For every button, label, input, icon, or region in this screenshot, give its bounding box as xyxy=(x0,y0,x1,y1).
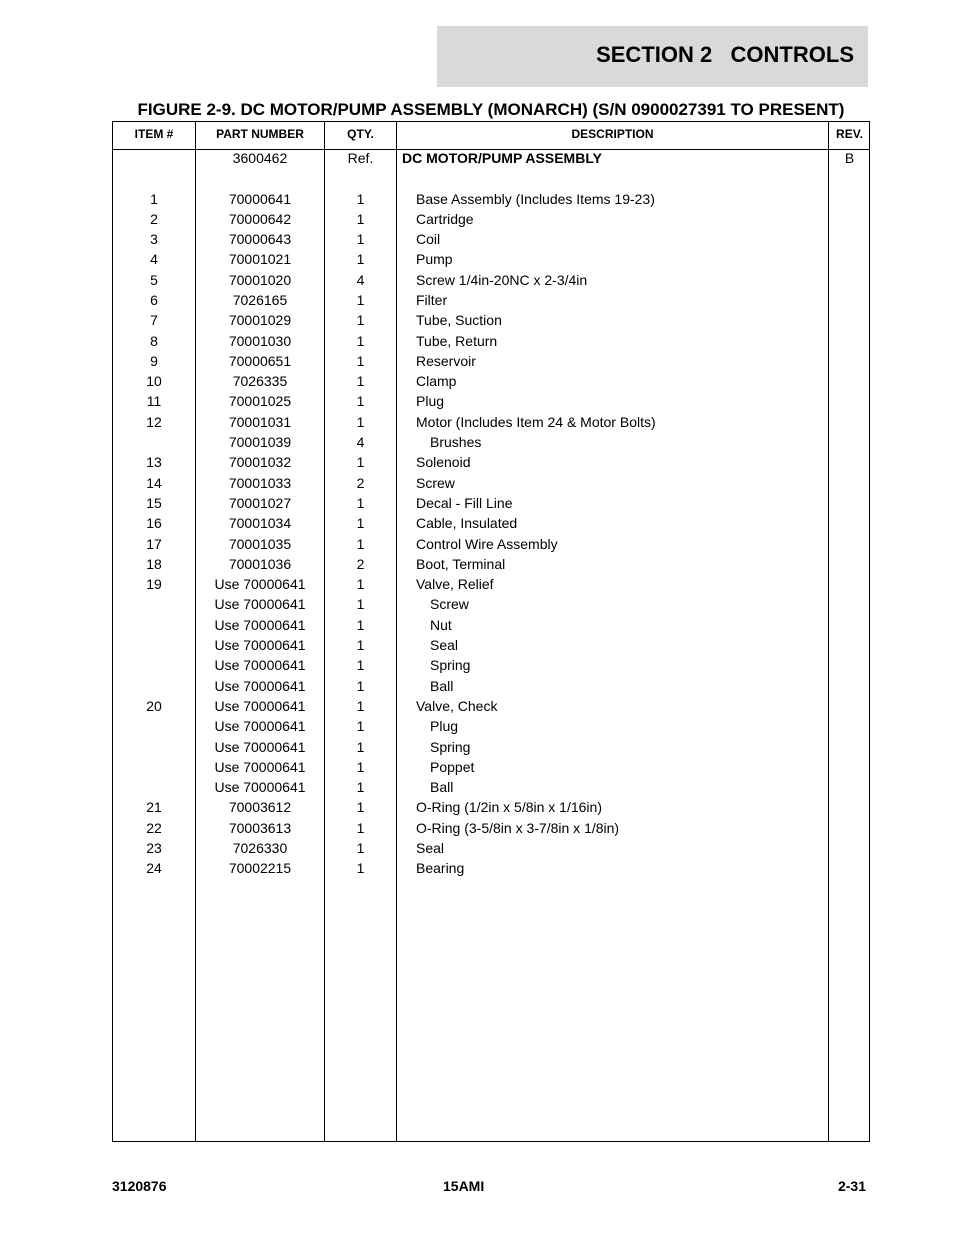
part-number: 70001021 xyxy=(228,251,292,268)
table-body xyxy=(113,150,869,881)
item-number: 19 xyxy=(146,576,162,593)
description: Valve, Check xyxy=(416,697,498,714)
part-number: 7026165 xyxy=(232,291,288,308)
item-number: 6 xyxy=(150,291,158,308)
table-row xyxy=(113,333,869,353)
description: Spring xyxy=(430,738,471,755)
description: Seal xyxy=(416,840,445,856)
quantity: 1 xyxy=(356,860,365,877)
quantity: 1 xyxy=(356,637,365,654)
item-number: 11 xyxy=(146,393,162,410)
item-number: 15 xyxy=(146,494,162,511)
description: Coil xyxy=(416,231,441,248)
part-number: Use 70000641 xyxy=(214,616,306,633)
table-row xyxy=(113,596,869,616)
table-row xyxy=(113,840,869,860)
part-number: 70001020 xyxy=(228,271,292,288)
table-row xyxy=(113,211,869,231)
table-row xyxy=(113,251,869,271)
quantity: 1 xyxy=(356,738,365,755)
part-number: 70001035 xyxy=(228,535,292,552)
item-number: 10 xyxy=(146,373,162,390)
item-number: 21 xyxy=(146,799,162,816)
quantity: 1 xyxy=(356,840,365,856)
description: Ball xyxy=(430,677,454,694)
table-row xyxy=(113,860,869,880)
part-number: Use 70000641 xyxy=(214,718,306,735)
table-row xyxy=(113,231,869,251)
description: Solenoid xyxy=(416,454,471,471)
parts-table xyxy=(112,121,870,1142)
quantity: 1 xyxy=(356,251,365,268)
table-row xyxy=(113,495,869,515)
part-number: 70001036 xyxy=(228,555,292,572)
description: Nut xyxy=(430,616,452,633)
quantity: 1 xyxy=(356,596,365,613)
part-number: Use 70000641 xyxy=(214,738,306,755)
quantity: 1 xyxy=(356,352,365,369)
table-row xyxy=(113,759,869,779)
description: Decal - Fill Line xyxy=(416,494,513,511)
table-row xyxy=(113,414,869,434)
description: Plug xyxy=(416,393,445,410)
description: Clamp xyxy=(416,373,457,390)
item-number: 14 xyxy=(146,474,162,491)
item-number: 2 xyxy=(150,210,158,227)
quantity: Ref. xyxy=(347,150,374,166)
item-number: 17 xyxy=(146,535,162,552)
table-row xyxy=(113,536,869,556)
description: Motor (Includes Item 24 & Motor Bolts) xyxy=(416,413,656,430)
part-number: 7026330 xyxy=(232,840,288,856)
quantity: 1 xyxy=(356,677,365,694)
footer-page-number: 2-31 xyxy=(837,1178,866,1194)
quantity: 1 xyxy=(356,819,365,836)
table-row xyxy=(113,373,869,393)
table-row xyxy=(113,454,869,474)
description: Reservoir xyxy=(416,352,476,369)
table-row xyxy=(113,515,869,535)
table-row xyxy=(113,698,869,718)
quantity: 1 xyxy=(356,373,365,390)
column-header-rev: REV. xyxy=(836,127,863,141)
description: Brushes xyxy=(430,434,482,451)
description: Cable, Insulated xyxy=(416,515,518,532)
table-row xyxy=(113,718,869,738)
part-number: 70001030 xyxy=(228,332,292,349)
item-number: 9 xyxy=(150,352,158,369)
table-row xyxy=(113,617,869,637)
part-number: 70001033 xyxy=(228,474,292,491)
table-row xyxy=(113,434,869,454)
footer-doc-number: 3120876 xyxy=(112,1178,167,1194)
part-number: Use 70000641 xyxy=(214,758,306,775)
quantity: 1 xyxy=(356,413,365,430)
part-number: 70001032 xyxy=(228,454,292,471)
footer-model: 15AMI xyxy=(443,1178,485,1194)
table-row xyxy=(113,272,869,292)
column-header-item: ITEM # xyxy=(134,127,174,141)
quantity: 1 xyxy=(356,454,365,471)
section-title: SECTION 2 CONTROLS xyxy=(596,42,854,67)
description: Tube, Return xyxy=(416,332,498,349)
quantity: 1 xyxy=(356,697,365,714)
table-row xyxy=(113,779,869,799)
description: Screw xyxy=(430,596,469,613)
table-row xyxy=(113,312,869,332)
description: O-Ring (1/2in x 5/8in x 1/16in) xyxy=(416,799,602,816)
item-number: 13 xyxy=(146,454,162,471)
quantity: 4 xyxy=(356,271,365,288)
description: Plug xyxy=(430,718,459,735)
table-row xyxy=(113,353,869,373)
quantity: 1 xyxy=(356,312,365,329)
description: Seal xyxy=(430,637,459,654)
quantity: 1 xyxy=(356,291,365,308)
quantity: 1 xyxy=(356,758,365,775)
part-number: 70000642 xyxy=(228,210,292,227)
quantity: 1 xyxy=(356,210,365,227)
item-number: 1 xyxy=(150,190,158,207)
description: Poppet xyxy=(430,758,475,775)
item-number: 4 xyxy=(150,251,158,268)
part-number: 3600462 xyxy=(232,150,288,166)
item-number: 20 xyxy=(146,697,162,714)
item-number: 16 xyxy=(146,515,162,532)
part-number: 70001034 xyxy=(228,515,292,532)
item-number: 24 xyxy=(146,860,162,877)
quantity: 1 xyxy=(356,799,365,816)
quantity: 4 xyxy=(356,434,365,451)
table-row xyxy=(113,475,869,495)
table-row xyxy=(113,191,869,211)
description: Filter xyxy=(416,291,448,308)
quantity: 1 xyxy=(356,535,365,552)
table-row xyxy=(113,292,869,312)
table-row xyxy=(113,556,869,576)
column-header-qty: QTY. xyxy=(347,127,374,141)
table-row xyxy=(113,739,869,759)
part-number: Use 70000641 xyxy=(214,779,306,796)
part-number: Use 70000641 xyxy=(214,637,306,654)
part-number: Use 70000641 xyxy=(214,697,306,714)
table-row xyxy=(113,576,869,596)
part-number: Use 70000641 xyxy=(214,596,306,613)
part-number: 70000643 xyxy=(228,231,292,248)
item-number: 7 xyxy=(150,312,158,329)
item-number: 23 xyxy=(146,840,162,856)
part-number: 70003612 xyxy=(228,799,292,816)
quantity: 1 xyxy=(356,779,365,796)
part-number: 70003613 xyxy=(228,819,292,836)
item-number: 18 xyxy=(146,555,162,572)
part-number: Use 70000641 xyxy=(214,576,306,593)
quantity: 1 xyxy=(356,332,365,349)
part-number: 70001039 xyxy=(228,434,292,451)
description: Valve, Relief xyxy=(416,576,494,593)
item-number: 8 xyxy=(150,332,158,349)
table-row xyxy=(113,657,869,677)
description: Boot, Terminal xyxy=(416,555,506,572)
table-row xyxy=(113,799,869,819)
description: Cartridge xyxy=(416,210,474,227)
quantity: 1 xyxy=(356,576,365,593)
description: Pump xyxy=(416,251,453,268)
column-header-description: DESCRIPTION xyxy=(571,127,654,141)
table-row xyxy=(113,393,869,413)
table-row xyxy=(113,678,869,698)
description: Bearing xyxy=(416,860,465,877)
quantity: 1 xyxy=(356,190,365,207)
table-row xyxy=(113,820,869,840)
description: Tube, Suction xyxy=(416,312,502,329)
item-number: 22 xyxy=(146,819,162,836)
item-number: 3 xyxy=(150,231,158,248)
part-number: 70001031 xyxy=(228,413,292,430)
quantity: 1 xyxy=(356,718,365,735)
description: O-Ring (3-5/8in x 3-7/8in x 1/8in) xyxy=(416,819,620,836)
description: Control Wire Assembly xyxy=(416,535,558,552)
quantity: 1 xyxy=(356,616,365,633)
quantity: 2 xyxy=(356,555,365,572)
part-number: 70000651 xyxy=(228,352,292,369)
description: Screw xyxy=(416,474,455,491)
quantity: 1 xyxy=(356,657,365,674)
revision: B xyxy=(844,150,855,166)
column-header-part-number: PART NUMBER xyxy=(216,127,304,141)
quantity: 2 xyxy=(356,474,365,491)
table-row-assembly xyxy=(113,150,869,191)
table-row xyxy=(113,637,869,657)
part-number: 70001029 xyxy=(228,312,292,329)
part-number: 70000641 xyxy=(228,190,292,207)
part-number: 70002215 xyxy=(228,860,292,877)
description: Screw 1/4in-20NC x 2-3/4in xyxy=(416,271,588,288)
quantity: 1 xyxy=(356,393,365,410)
part-number: Use 70000641 xyxy=(214,677,306,694)
quantity: 1 xyxy=(356,231,365,248)
description: Ball xyxy=(430,779,454,796)
quantity: 1 xyxy=(356,494,365,511)
description: Spring xyxy=(430,657,471,674)
item-number: 12 xyxy=(146,413,162,430)
part-number: Use 70000641 xyxy=(214,657,306,674)
part-number: 7026335 xyxy=(232,373,288,390)
section-header-box xyxy=(437,26,868,87)
figure-title: FIGURE 2-9. DC MOTOR/PUMP ASSEMBLY (MONARCH) (S/N 0900027391 TO PRESENT) xyxy=(137,100,845,119)
description: DC MOTOR/PUMP ASSEMBLY xyxy=(402,150,602,166)
description: Base Assembly (Includes Items 19-23) xyxy=(416,190,655,207)
part-number: 70001027 xyxy=(228,494,292,511)
part-number: 70001025 xyxy=(228,393,292,410)
quantity: 1 xyxy=(356,515,365,532)
item-number: 5 xyxy=(150,271,158,288)
